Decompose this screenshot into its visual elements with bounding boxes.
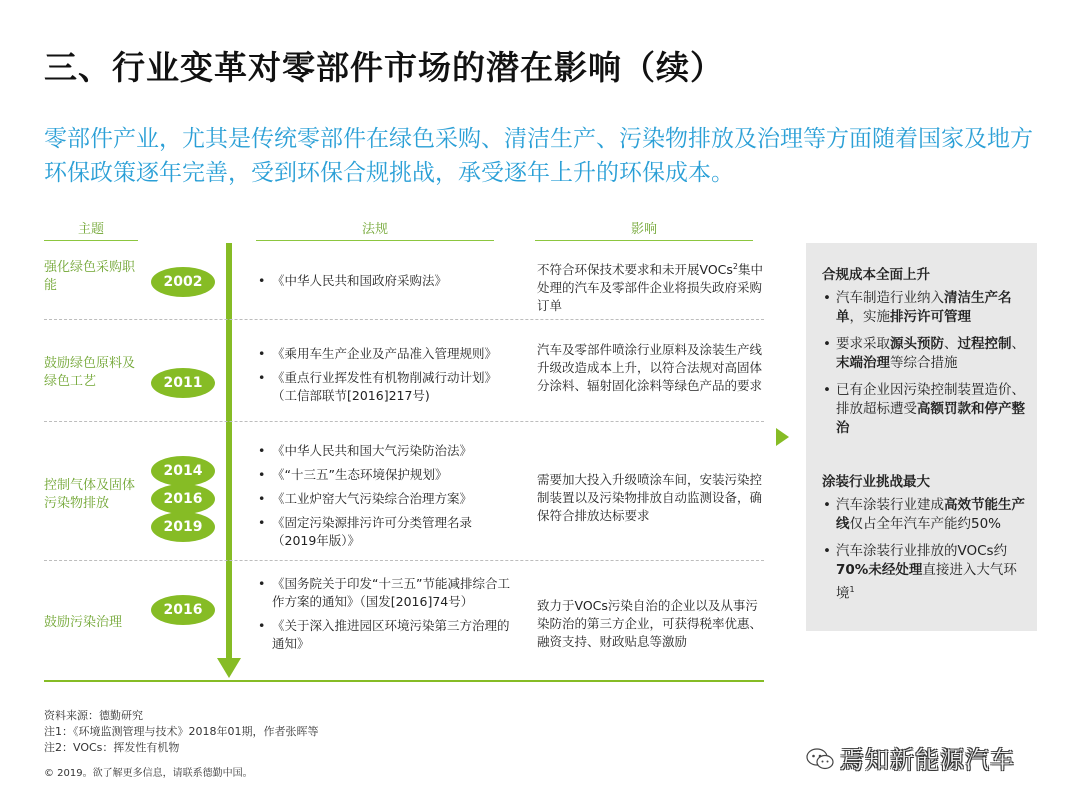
panel-bullet-item	[822, 335, 1030, 373]
row-divider	[44, 560, 764, 561]
law-item: • 《国务院关于印发“十三五”节能减排综合工作方案的通知》（国发[2016]74号）	[258, 575, 513, 611]
law-item: • 《乘用车生产企业及产品准入管理规则》	[258, 345, 513, 363]
footnote-marker: 1	[849, 585, 855, 594]
copyright-text: © 2019。欲了解更多信息，请联系德勤中国。	[44, 768, 253, 779]
bullet-text: 汽车制造行业纳入	[836, 290, 944, 306]
bullet-text: 、	[944, 336, 958, 352]
bullet-text: 、	[1011, 336, 1025, 352]
panel-section-title: 涂装行业挑战最大	[822, 474, 930, 490]
law-item: • 《重点行业挥发性有机物削减行动计划》（工信部联节[2016]217号)	[258, 369, 513, 405]
law-list	[258, 575, 513, 659]
bullet-text: 高额罚款和停产整治	[836, 401, 1025, 436]
year-badge: 2016	[151, 595, 215, 625]
bullet-text: 清洁生产名单	[836, 290, 1012, 325]
bullet-text: 排污许可管理	[890, 309, 971, 325]
bullet-text: 高效节能生产线	[836, 497, 1025, 532]
panel-bullet-item	[822, 542, 1030, 604]
bullet-text: 仅占全年汽车产能约50%	[849, 516, 1002, 532]
footnote-source: 资料来源：德勤研究	[44, 709, 143, 722]
impact-text-part: 不符合环保技术要求和未开展VOCs	[537, 262, 733, 278]
play-arrow-icon	[776, 428, 789, 446]
wechat-icon	[806, 748, 834, 770]
law-item: • 《中华人民共和国大气污染防治法》	[258, 442, 513, 460]
panel-section-title: 合规成本全面上升	[822, 267, 930, 283]
law-list	[258, 272, 513, 296]
watermark-text: 焉知新能源汽车	[840, 746, 1015, 774]
panel-bullet-list	[822, 289, 1030, 438]
column-header-law: 法规	[361, 222, 388, 237]
header-underline-theme	[44, 240, 138, 241]
panel-section-coating	[822, 470, 1030, 612]
row-theme: 控制气体及固体污染物排放	[44, 478, 136, 511]
footnote-1: 注1：《环境监测管理与技术》2018年01期，作者张晖等	[44, 725, 319, 738]
year-badge: 2016	[151, 484, 215, 514]
bullet-text: 末端治理	[836, 355, 890, 371]
year-badge: 2019	[151, 512, 215, 542]
impact-text-part: 集中处理的汽车及零部件企业将损失政府采购订单	[537, 262, 764, 314]
year-badge: 2011	[151, 368, 215, 398]
bullet-text: 直接进入大气环境	[836, 562, 1017, 602]
timeline-arrow-icon	[217, 658, 241, 678]
impact-text: 汽车及零部件喷涂行业原料及涂装生产线升级改造成本上升，以符合法规对高固体分涂料、辐射固化涂料等绿色产品的要求	[537, 342, 763, 393]
row-theme: 鼓励污染治理	[44, 615, 123, 630]
bullet-text: 已有企业因污染控制装置造价、排放超标遭受	[836, 382, 1025, 417]
impact-text: 致力于VOCs污染自治的企业以及从事污染防治的第三方企业，可获得税率优惠、融资支持、财政贴息等激励	[537, 598, 763, 649]
table-bottom-rule	[44, 680, 764, 682]
bullet-text: 等综合措施	[890, 355, 958, 371]
panel-bullet-item	[822, 289, 1030, 327]
footnote-2: 注2：VOCs：挥发性有机物	[44, 741, 180, 754]
page-title: 三、行业变革对零部件市场的潜在影响（续）	[44, 48, 724, 87]
column-header-theme: 主题	[77, 222, 104, 237]
row-divider	[44, 421, 764, 422]
bullet-text: 汽车涂装行业排放的VOCs约	[836, 543, 1008, 559]
law-list	[258, 345, 513, 411]
footnote-marker: 2	[732, 262, 739, 271]
row-divider	[44, 319, 764, 320]
law-list	[258, 442, 513, 556]
bullet-text: 70%未经处理	[836, 562, 923, 578]
header-underline-law	[256, 240, 494, 241]
law-item: • 《工业炉窑大气污染综合治理方案》	[258, 490, 513, 508]
watermark	[806, 740, 1015, 775]
panel-section-compliance	[822, 263, 1030, 446]
bullet-text: 汽车涂装行业建成	[836, 497, 944, 513]
bullet-text: 过程控制	[957, 336, 1012, 352]
law-item: • 《“十三五”生态环境保护规划》	[258, 466, 513, 484]
law-item: • 《关于深入推进园区环境污染第三方治理的通知》	[258, 617, 513, 653]
column-header-impact: 影响	[630, 222, 657, 237]
bullet-text: ，实施	[849, 309, 890, 325]
law-item: • 《固定污染源排污许可分类管理名录（2019年版）》	[258, 514, 513, 550]
summary-panel	[806, 243, 1037, 631]
panel-bullet-item	[822, 496, 1030, 534]
law-item: • 《中华人民共和国政府采购法》	[258, 272, 513, 290]
panel-bullet-list	[822, 496, 1030, 604]
page-subtitle: 零部件产业，尤其是传统零部件在绿色采购、清洁生产、污染物排放及治理等方面随着国家及地方环保政策逐年完善，受到环保合规挑战，承受逐年上升的环保成本。	[44, 126, 1033, 186]
row-theme: 强化绿色采购职能	[44, 260, 136, 293]
header-underline-impact	[535, 240, 753, 241]
year-badge: 2014	[151, 456, 215, 486]
year-badge: 2002	[151, 267, 215, 297]
panel-bullet-item	[822, 381, 1030, 438]
bullet-text: 要求采取	[836, 336, 890, 352]
row-theme: 鼓励绿色原料及绿色工艺	[44, 356, 136, 389]
bullet-text: 源头预防	[890, 336, 944, 352]
impact-text: 需要加大投入升级喷涂车间，安装污染控制装置以及污染物排放自动监测设备，确保符合排放达标要求	[537, 472, 763, 523]
footnotes	[44, 708, 319, 756]
timeline-line	[226, 243, 232, 661]
impact-text	[537, 258, 765, 315]
